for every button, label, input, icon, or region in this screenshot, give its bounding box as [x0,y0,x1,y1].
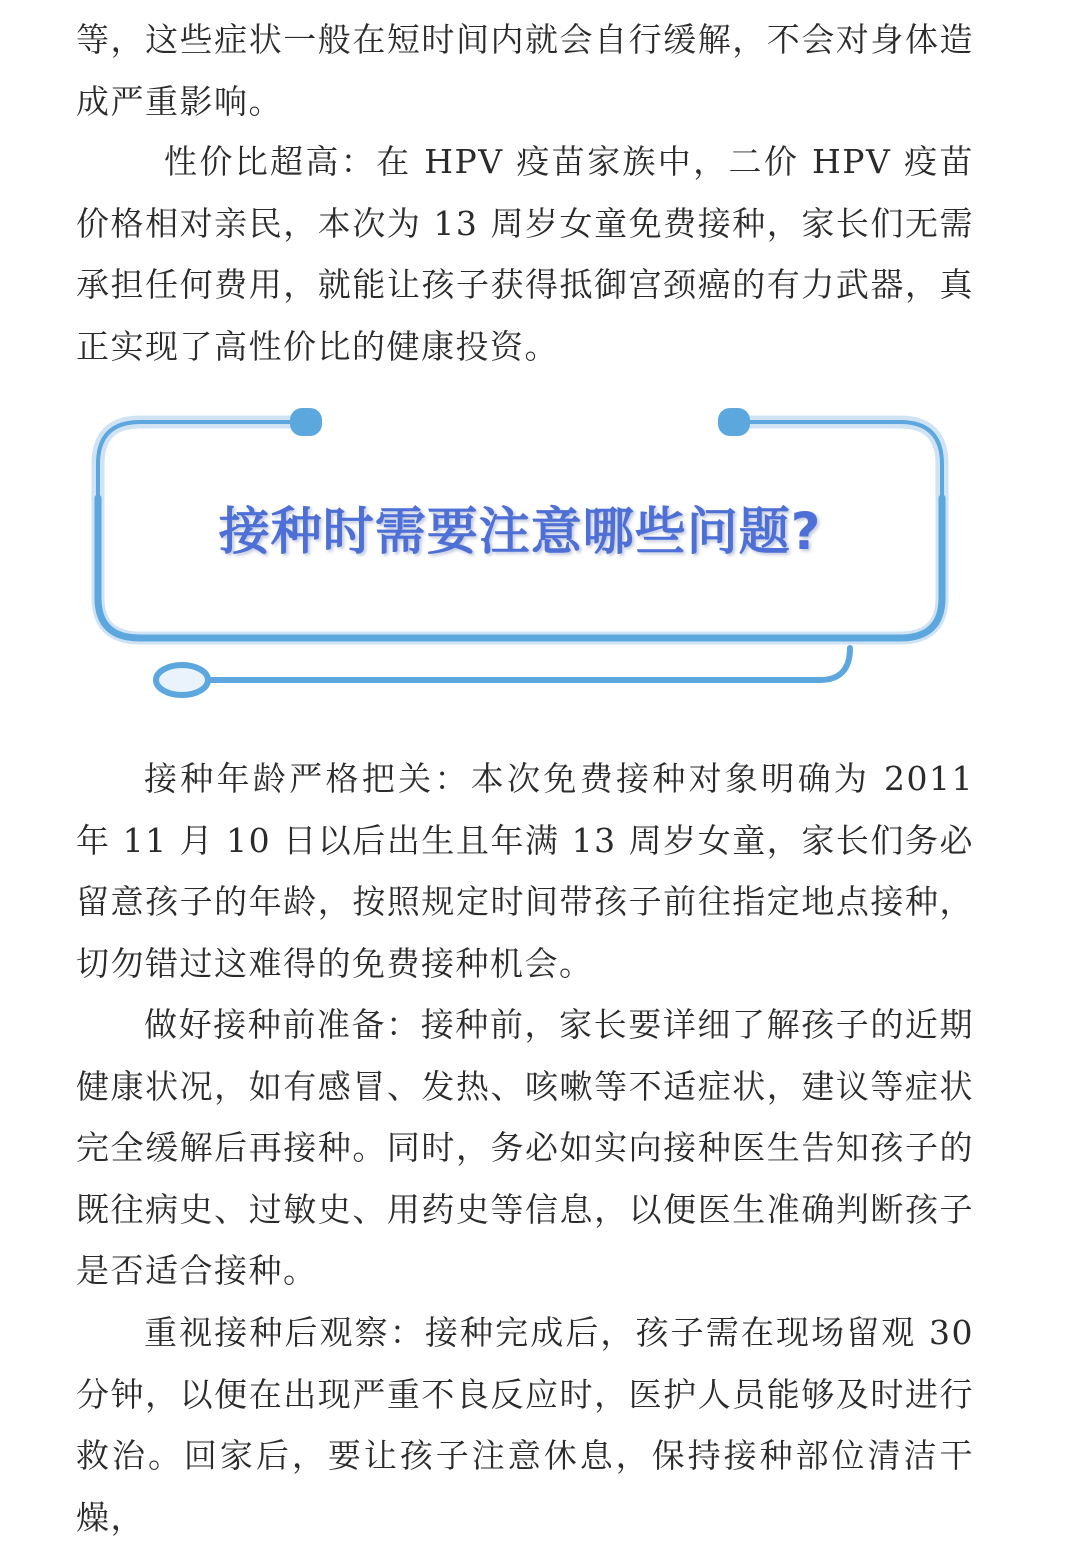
paragraph-pre-vaccination-prep: 做好接种前准备：接种前，家长要详细了解孩子的近期健康状况，如有感冒、发热、咳嗽等不适症状，建议等症状完全缓解后再接种。同时，务必如实向接种医生告知孩子的既往病史、过敏史、用药史等信息，以便医生准确判断孩子是否适合接种。 [76,1005,974,1290]
section-heading-title: 接种时需要注意哪些问题? [218,503,822,562]
paragraph-cost-effective: 性价比超高：在 HPV 疫苗家族中，二价 HPV 疫苗价格相对亲民，本次为 13 周岁女童免费接种，家长们无需承担任何费用，就能让孩子获得抵御宫颈癌的有力武器，真正实现了高性价比的健康投资。 [76,142,974,366]
section-heading-banner [80,398,970,708]
paragraph-symptoms-end: 等，这些症状一般在短时间内就会自行缓解，不会对身体造成严重影响。 [76,20,974,121]
paragraph-post-vaccination-observation: 重视接种后观察：接种完成后，孩子需在现场留观 30 分钟，以便在出现严重不良反应时，医护人员能够及时进行救治。回家后，要让孩子注意休息，保持接种部位清洁干燥， [76,1313,974,1537]
paragraph-age-requirement: 接种年龄严格把关：本次免费接种对象明确为 2011 年 11 月 10 日以后出生且年满 13 周岁女童，家长们务必留意孩子的年龄，按照规定时间带孩子前往指定地点接种，切勿错过这难得的免费接种机会。 [76,759,974,983]
